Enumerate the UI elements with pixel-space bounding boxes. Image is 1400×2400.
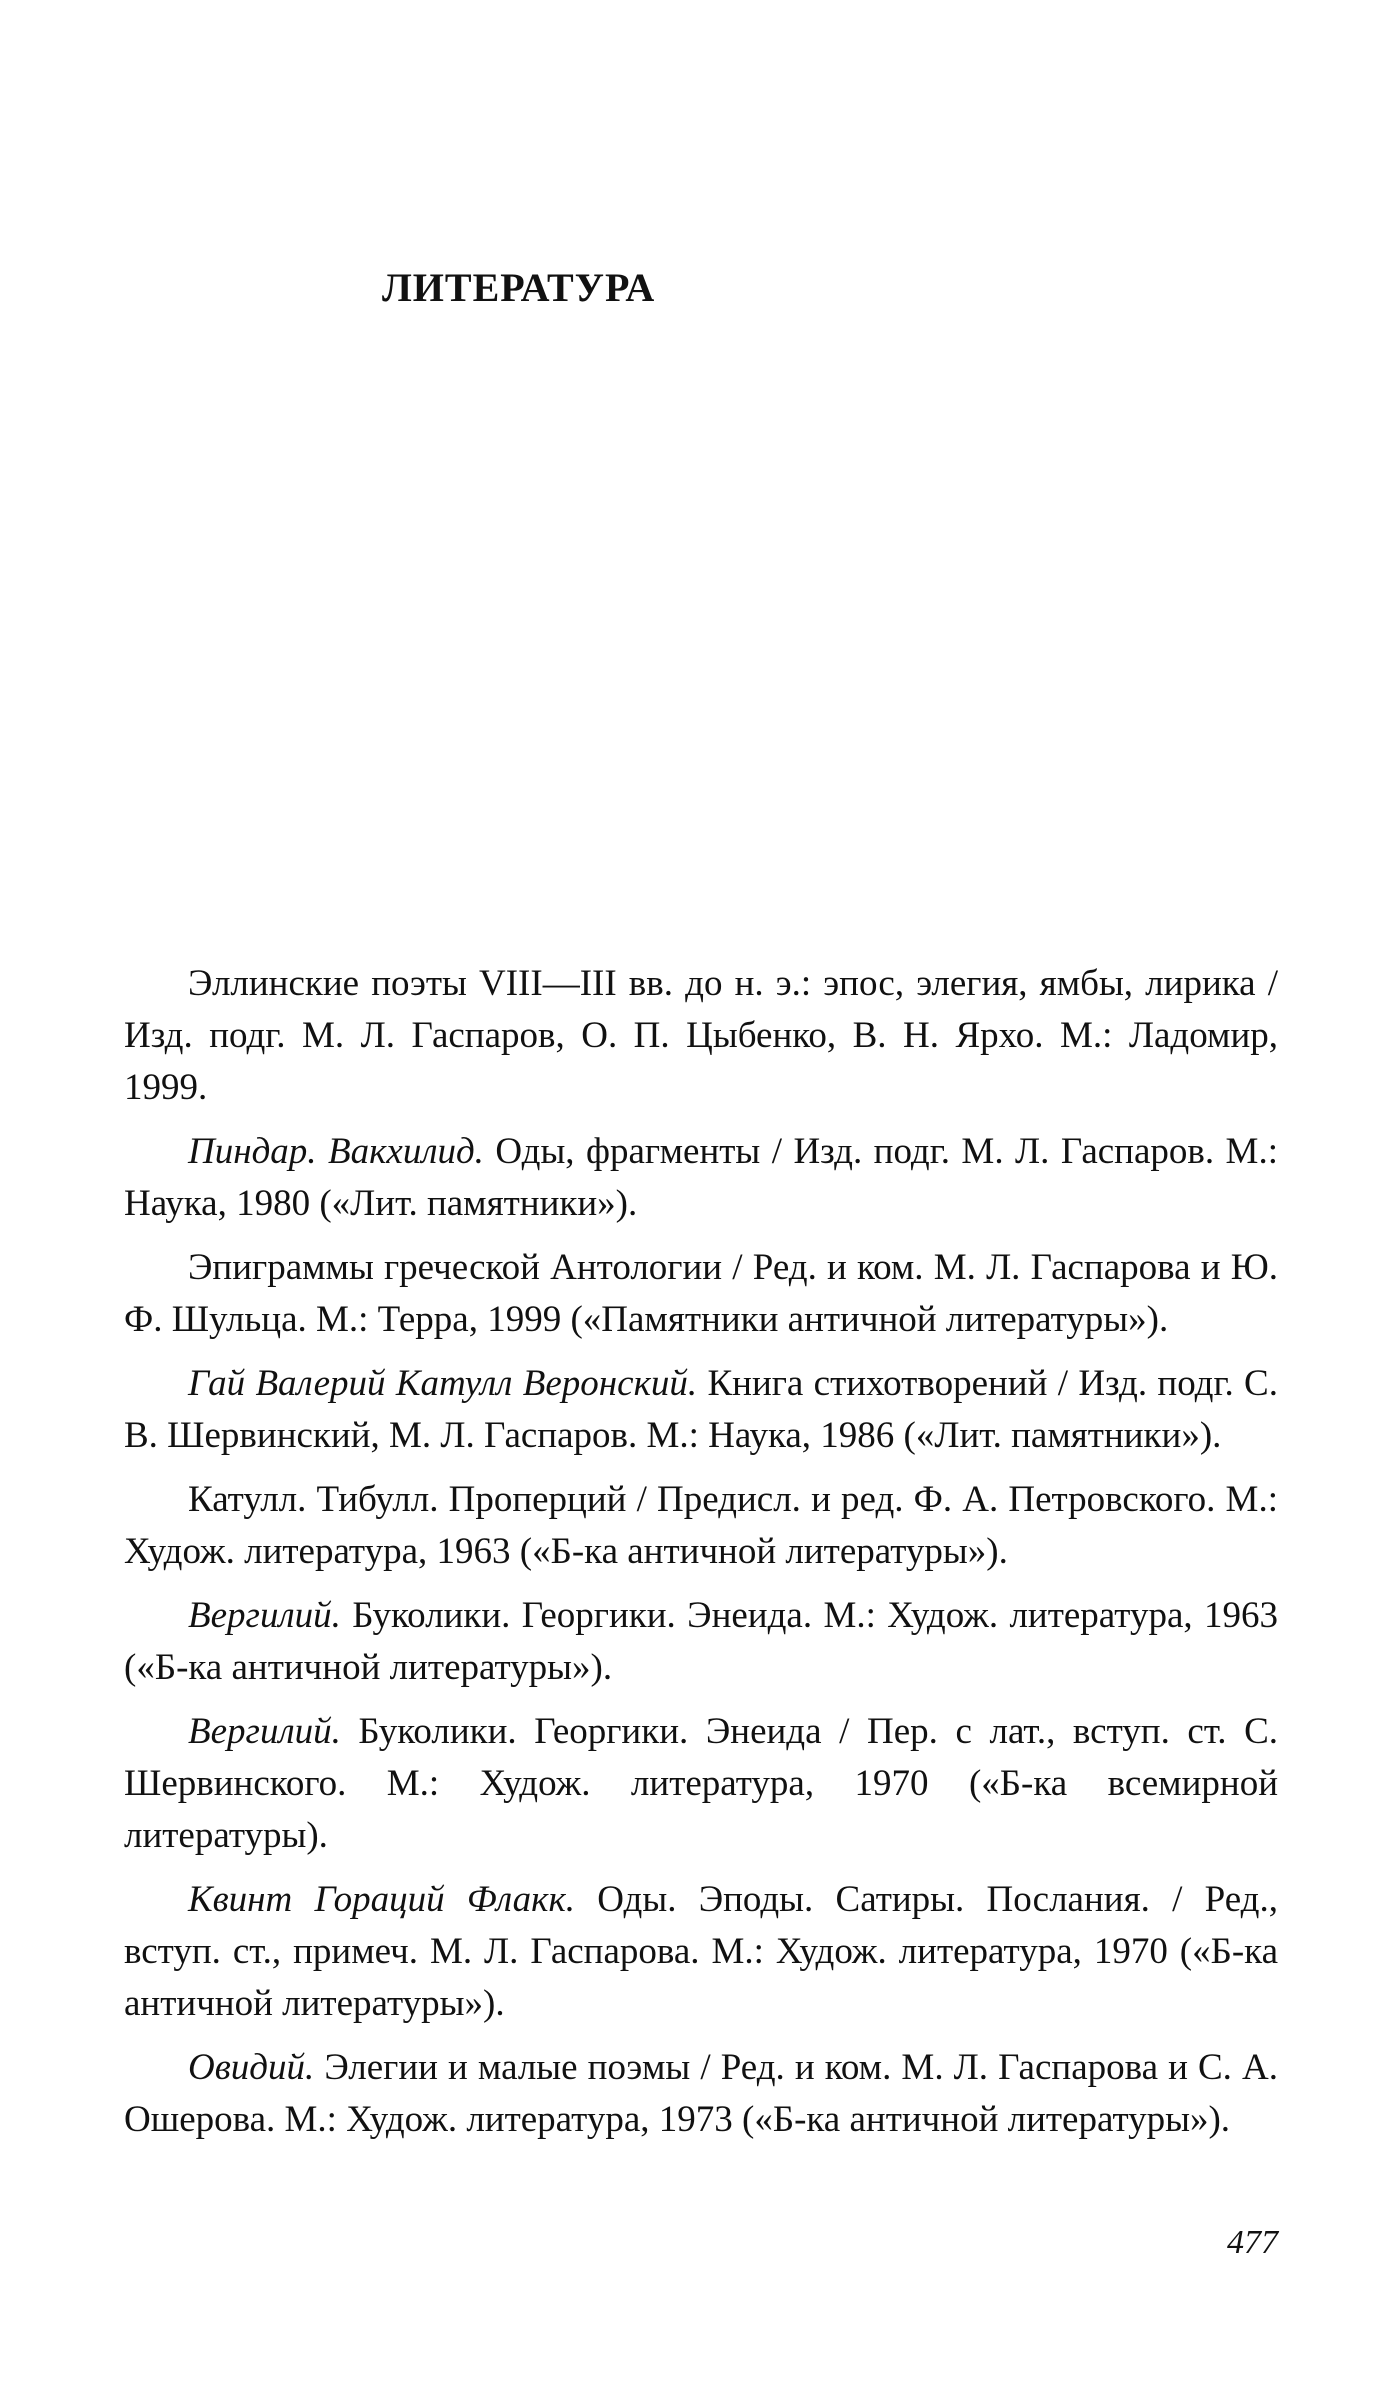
bibliography-entry (124, 1126, 1278, 1230)
entry-author: Гай Валерий Катулл Веронский. (188, 1363, 698, 1404)
entry-text: Оды. Эподы. Сатиры. Послания. / Ред., вступ. ст., примеч. М. Л. Гаспарова. М.: Худож. литература, 1970 («Б-ка античной литературы»). (124, 1879, 1278, 2024)
entry-text: Буколики. Георгики. Энеида / Пер. с лат., вступ. ст. С. Шервинского. М.: Худож. литература, 1970 («Б-ка всемирной литературы). (124, 1711, 1278, 1856)
bibliography-entry (124, 1590, 1278, 1694)
entry-text: Эллинские поэты VIII—III вв. до н. э.: эпос, элегия, ямбы, лирика / Изд. подг. М. Л. Гаспаров, О. П. Цыбенко, В. Н. Ярхо. М.: Ладомир, 1999. (124, 963, 1278, 1108)
bibliography-entry (124, 958, 1278, 1114)
bibliography-entry (124, 2042, 1278, 2146)
bibliography-entry (124, 1706, 1278, 1862)
entry-author: Квинт Гораций Флакк. (188, 1879, 576, 1920)
page-number: 477 (1227, 2224, 1278, 2261)
entry-text: Катулл. Тибулл. Проперций / Предисл. и ред. Ф. А. Петровского. М.: Худож. литература, 1963 («Б-ка античной литературы»). (124, 1479, 1278, 1572)
bibliography-entry (124, 1242, 1278, 1346)
entry-text: Книга стихотворений / Изд. подг. С. В. Шервинский, М. Л. Гаспаров. М.: Наука, 1986 («Лит. памятники»). (124, 1363, 1278, 1456)
entry-author: Овидий. (188, 2047, 315, 2088)
bibliography-entry (124, 1358, 1278, 1462)
entry-author: Вергилий. (188, 1595, 341, 1636)
page-heading: ЛИТЕРАТУРА (382, 265, 656, 310)
entry-author: Вергилий. (188, 1711, 341, 1752)
bibliography-entry (124, 1874, 1278, 2030)
entry-text: Оды, фрагменты / Изд. подг. М. Л. Гаспаров. М.: Наука, 1980 («Лит. памятники»). (124, 1131, 1278, 1224)
entry-text: Эпиграммы греческой Антологии / Ред. и ком. М. Л. Гаспарова и Ю. Ф. Шульца. М.: Терра, 1999 («Памятники античной литературы»). (124, 1247, 1278, 1340)
entry-text: Буколики. Георгики. Энеида. М.: Худож. литература, 1963 («Б-ка античной литературы»). (124, 1595, 1278, 1688)
bibliography-entry (124, 1474, 1278, 1578)
entry-text: Элегии и малые поэмы / Ред. и ком. М. Л. Гаспарова и С. А. Ошерова. М.: Худож. литература, 1973 («Б-ка античной литературы»). (124, 2047, 1278, 2140)
entry-author: Пиндар. Вакхилид. (188, 1131, 484, 1172)
bibliography-list (124, 958, 1278, 2158)
